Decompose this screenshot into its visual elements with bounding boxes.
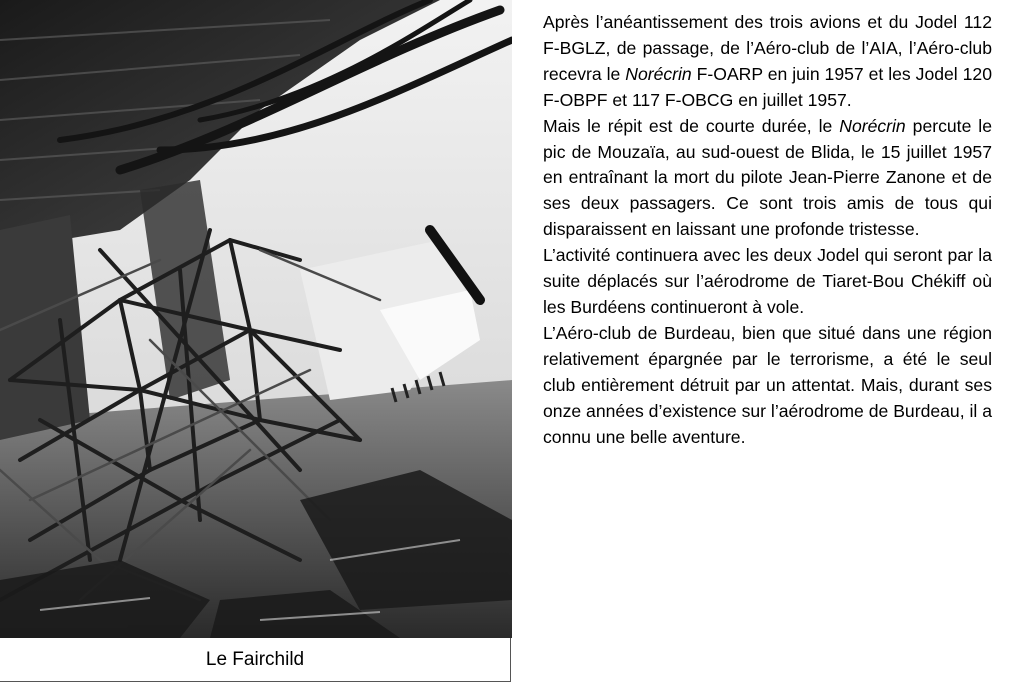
paragraph-2	[543, 114, 992, 244]
text-run: Mais le répit est de courte durée, le	[543, 115, 840, 136]
photo-caption: Le Fairchild	[205, 649, 305, 670]
text-run: percute le pic de Mouzaïa, au sud-ouest de Blida, le 15 juillet 1957 en entraînant la mort du pilote Jean-Pierre Zanone et de ses deux passagers. Ce sont trois amis de tous qui disparaissent en laissant une profonde tristesse.	[543, 115, 993, 240]
italic-text: Norécrin	[625, 63, 692, 84]
italic-text: Norécrin	[839, 115, 906, 136]
text-run: L’Aéro-club de Burdeau, bien que situé dans une région relativement épargnée par le terrorisme, a été le seul club entièrement détruit par un attentat. Mais, durant ses onze années d’existence sur l’aérodrome de Burdeau, il a connu une belle aventure.	[543, 322, 992, 447]
text-run: Après l’anéantissement des trois avions et du Jodel 112 F-BGLZ, de passage, de l’Aéro-club de l’AIA, l’Aéro-club recevra le	[543, 12, 992, 84]
wreckage-photo	[0, 0, 512, 638]
wreckage-image	[0, 0, 512, 638]
paragraph-3	[543, 243, 992, 321]
paragraph-4	[543, 321, 992, 451]
article-text	[543, 10, 992, 450]
text-run: L’activité continuera avec les deux Jodel qui seront par la suite déplacés sur l’aérodrome de Tiaret-Bou Chékiff où les Burdéens continueront à vole.	[543, 245, 992, 317]
text-run: F-OARP en juin 1957 et les Jodel 120 F-OBPF et 117 F-OBCG en juillet 1957.	[543, 63, 992, 110]
paragraph-1	[543, 10, 992, 114]
photo-caption-box	[0, 638, 511, 682]
